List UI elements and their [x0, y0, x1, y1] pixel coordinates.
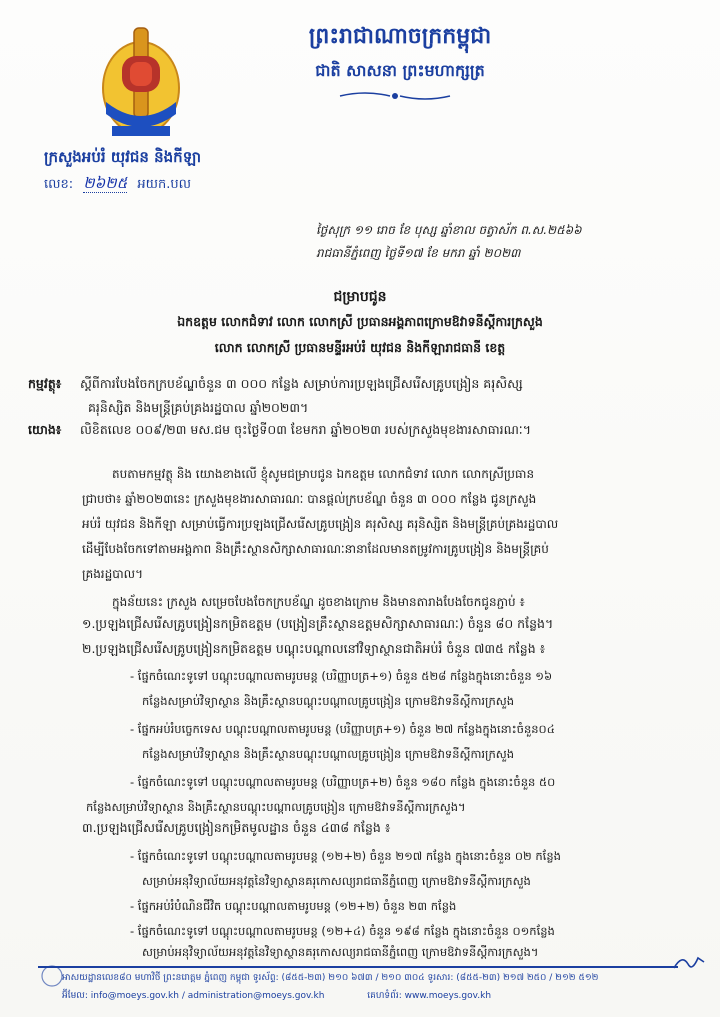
subject-label: កម្មវត្ថុ៖	[28, 376, 62, 391]
footer-divider	[38, 966, 678, 968]
list-item-1: ១.ប្រឡងជ្រើសរើសគ្រូបង្រៀនកម្រិតឧត្តម (បង្រៀនគ្រឹះស្ថានឧត្តមសិក្សាសាធារណៈ) ចំនួន ៨០ កន្លែង។	[82, 616, 554, 631]
list-item-3c-line-2: សម្រាប់អនុវិទ្យាល័យអនុវត្តនៃវិទ្យាស្ថានគរុកោសល្យរាជធានីភ្នំពេញ ក្រោមឱវាទនីស្ដីការក្រសួង។	[142, 945, 539, 959]
list-item-3a-line-1: - ផ្នែកចំណេះទូទៅ បណ្ដុះបណ្ដាលតាមរូបមន្ត (១២+២) ចំនួន ២១៧ កន្លែង ក្នុងនោះចំនួន ០២ កន្លែង	[130, 849, 561, 863]
kingdom-header	[250, 22, 550, 84]
subject-line-2: គរុនិស្សិត និងមន្ត្រីគ្រប់គ្រងរដ្ឋបាល ឆ្នាំ២០២៣។	[88, 400, 309, 415]
body-line-1: តបតាមកម្មវត្ថុ និង យោងខាងលើ ខ្ញុំសូមជម្រាបជូន ឯកឧត្តម លោកជំទាវ លោក លោកស្រីប្រធាន	[112, 467, 535, 481]
list-item-2a-line-2: កន្លែងសម្រាប់វិទ្យាស្ថាន និងគ្រឹះស្ថានបណ្ដុះបណ្ដាលគ្រូបង្រៀន ក្រោមឱវាទនីស្ដីការក្រសួង	[142, 694, 515, 708]
footer-website[interactable]: www.moeys.gov.kh	[404, 991, 492, 1001]
footer-contacts	[62, 990, 672, 1003]
body-line-3: អប់រំ យុវជន និងកីឡា សម្រាប់ធ្វើការប្រឡងជ្រើសរើសគ្រូបង្រៀន គរុសិស្ស គរុនិស្សិត និងមន្ត្រីគ្រប់គ្រងរដ្ឋបាល	[82, 517, 559, 531]
recipient-line-2: លោក លោកស្រី ប្រធានមន្ទីរអប់រំ យុវជន និងកីឡារាជធានី ខេត្ត	[214, 340, 506, 355]
ref-suffix: អយក.បល	[137, 177, 192, 192]
solar-date: រាជធានីភ្នំពេញ ថ្ងៃទី១៧ ខែ មករា ឆ្នាំ ២០២៣	[316, 246, 521, 260]
signature-mark	[672, 952, 706, 974]
reference-label: យោង៖	[28, 422, 62, 437]
list-item-2: ២.ប្រឡងជ្រើសរើសគ្រូបង្រៀនកម្រិតឧត្តម បណ្ដុះបណ្ដាលនៅវិទ្យាស្ថានជាតិអប់រំ ចំនួន ៧៣៥ កន្លែង ៖	[82, 641, 546, 656]
subject-line-1: ស្ដីពីការបែងចែកក្របខ័ណ្ឌចំនួន ៣ ០០០ កន្លែង សម្រាប់ការប្រឡងជ្រើសរើសគ្រូបង្រៀន គរុសិស្ស	[80, 376, 523, 391]
footer-address: អាសយដ្ឋានលេខ៨០ មហាវិថី ព្រះនរោត្តម ភ្នំពេញ កម្ពុជា ទូរស័ព្ទ: (៨៥៥-២៣) ២១០ ៦៧៣ / ២១០ ៣០៤ ទូរសារ: (៨៥៥-២៣) ២១៧ ២៥០ / ២១២ ៥១២	[62, 973, 599, 983]
footer-email-label: អ៊ីមែល:	[62, 991, 88, 1001]
list-item-2c-line-2: កន្លែងសម្រាប់វិទ្យាស្ថាន និងគ្រឹះស្ថានបណ្ដុះបណ្ដាលគ្រូបង្រៀន ក្រោមឱវាទនីស្ដីការក្រសួង។	[86, 800, 466, 814]
reference-number	[44, 174, 191, 196]
list-item-3c-line-1: - ផ្នែកចំណេះទូទៅ បណ្ដុះបណ្ដាលតាមរូបមន្ត (១២+៤) ចំនួន ១៩៨ កន្លែង ក្នុងនោះចំនួន ០១កន្លែង	[130, 924, 555, 938]
reference-text: លិខិតលេខ ០០៩/២៣ មស.ជម ចុះថ្ងៃទី០៣ ខែមករា ឆ្នាំ២០២៣ របស់ក្រសួងមុខងារសាធារណៈ។	[80, 422, 531, 437]
list-item-2b-line-2: កន្លែងសម្រាប់វិទ្យាស្ថាន និងគ្រឹះស្ថានបណ្ដុះបណ្ដាលគ្រូបង្រៀន ក្រោមឱវាទនីស្ដីការក្រសួង	[142, 747, 515, 761]
ministry-emblem-logo	[98, 18, 184, 143]
body-line-5: គ្រងរដ្ឋបាល។	[82, 567, 143, 581]
ref-label: លេខ:	[44, 177, 74, 192]
decorative-flourish	[335, 88, 455, 104]
subject-block	[28, 372, 680, 420]
list-item-3b: - ផ្នែកអប់រំបំណិនជីវិត បណ្ដុះបណ្ដាលតាមរូបមន្ត (១២+២) ចំនួន ២៣ កន្លែង	[130, 899, 457, 913]
body-line-4: ដើម្បីបែងចែកទៅតាមអង្គភាព និងគ្រឹះស្ថានសិក្សាសាធារណៈនានាដែលមានតម្រូវការគ្រូបង្រៀន និងមន្ត្រីគ្រប់	[82, 542, 549, 556]
list-item-2a-line-1: - ផ្នែកចំណេះទូទៅ បណ្ដុះបណ្ដាលតាមរូបមន្ត (បរិញ្ញាបត្រ+១) ចំនួន ៥២៨ កន្លែងក្នុងនោះចំនួន ១៦	[130, 669, 553, 683]
list-item-3: ៣.ប្រឡងជ្រើសរើសគ្រូបង្រៀនកម្រិតមូលដ្ឋាន ចំនួន ៤៣៨ កន្លែង ៖	[82, 820, 391, 835]
kingdom-title: ព្រះរាជាណាចក្រកម្ពុជា	[308, 24, 492, 49]
body-paragraph-2: ក្នុងន័យនេះ ក្រសួង សម្រេចបែងចែកក្របខ័ណ្ឌ ដូចខាងក្រោម និងមានតារាងបែងចែកជូនភ្ជាប់ ៖	[112, 595, 525, 609]
ministry-stamp-watermark	[40, 964, 64, 988]
list-item-3a-line-2: សម្រាប់អនុវិទ្យាល័យអនុវត្តនៃវិទ្យាស្ថានគរុកោសល្យរាជធានីភ្នំពេញ ក្រោមឱវាទនីស្ដីការក្រសួង	[142, 874, 531, 888]
lunar-date: ថ្ងៃសុក្រ ១១ រោច ខែ បុស្ស ឆ្នាំខាល ចត្វាស័ក ព.ស.២៥៦៦	[316, 223, 582, 237]
footer-web-label: គេហទំព័រ:	[367, 991, 402, 1001]
list-item-2b-line-1: - ផ្នែកអប់រំបច្ចេកទេស បណ្ដុះបណ្ដាលតាមរូបមន្ត (បរិញ្ញាបត្រ+១) ចំនួន ២៧ កន្លែងក្នុងនោះចំនួន០៤	[130, 722, 555, 736]
reference-block	[28, 422, 680, 441]
body-line-2: ជ្រាបថា៖ ឆ្នាំ២០២៣នេះ ក្រសួងមុខងារសាធារណៈ បានផ្ដល់ក្របខ័ណ្ឌ ចំនួន ៣ ០០០ កន្លែង ជូនក្រសួង	[82, 492, 537, 506]
list-item-2c-line-1: - ផ្នែកចំណេះទូទៅ បណ្ដុះបណ្ដាលតាមរូបមន្ត (បរិញ្ញាបត្រ+២) ចំនួន ១៨០ កន្លែង ក្នុងនោះចំនួន ៥០	[130, 775, 556, 789]
letter-heading: ជម្រាបជូន	[333, 289, 387, 305]
ministry-name: ក្រសួងអប់រំ យុវជន និងកីឡា	[44, 148, 202, 166]
footer-email[interactable]: info@moeys.gov.kh / administration@moeys.gov.kh	[90, 991, 325, 1001]
national-motto: ជាតិ សាសនា ព្រះមហាក្សត្រ	[315, 61, 485, 80]
recipient-line-1: ឯកឧត្តម លោកជំទាវ លោក លោកស្រី ប្រធានអង្គភាពក្រោមឱវាទនីស្ដីការក្រសួង	[177, 314, 543, 329]
ref-number-handwritten: ២៦២៥	[83, 174, 128, 192]
